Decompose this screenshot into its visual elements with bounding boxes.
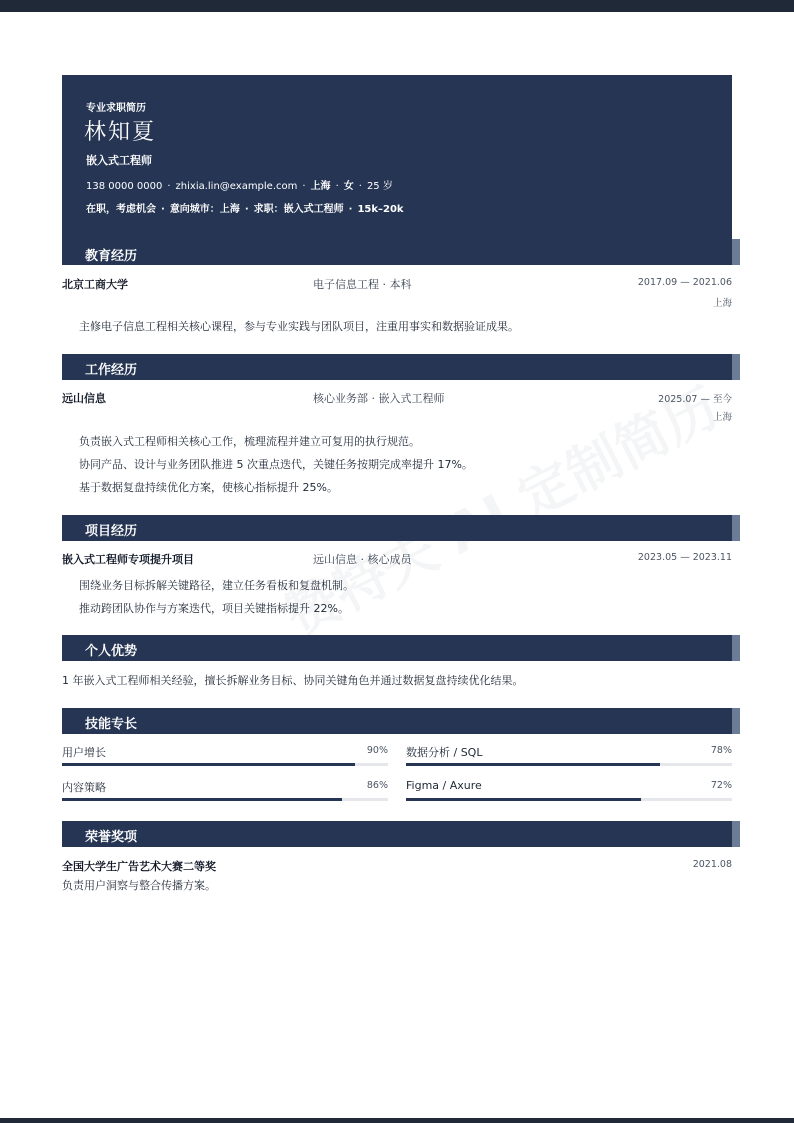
section-title: 项目经历 xyxy=(85,524,138,539)
skill-item xyxy=(62,779,388,809)
honor-desc: 负责用户洞察与整合传播方案。 xyxy=(62,879,216,892)
major: 电子信息工程 · 本科 xyxy=(313,278,412,291)
honor-entry xyxy=(62,858,732,874)
work-bullet: 协同产品、设计与业务团队推进 5 次重点迭代，关键任务按期完成率提升 17%。 xyxy=(79,458,473,471)
skill-percent: 78% xyxy=(710,745,732,756)
company-name: 远山信息 xyxy=(62,392,106,405)
project-bullet: 围绕业务目标拆解关键路径，建立任务看板和复盘机制。 xyxy=(79,579,354,592)
skill-fill xyxy=(406,798,641,801)
skill-name: 内容策略 xyxy=(62,781,106,794)
section-title: 个人优势 xyxy=(85,644,138,659)
watermark xyxy=(206,333,793,683)
work-bullet: 基于数据复盘持续优化方案，使核心指标提升 25%。 xyxy=(79,481,338,494)
work-entry xyxy=(62,390,732,423)
skill-name: 数据分析 / SQL xyxy=(406,746,483,759)
work-position: 核心业务部 · 嵌入式工程师 xyxy=(313,392,445,405)
section-accent xyxy=(732,635,740,661)
skill-name: 用户增长 xyxy=(62,746,106,759)
city: 上海 xyxy=(310,181,331,192)
skill-name: Figma / Axure xyxy=(406,779,482,792)
section-title: 荣誉奖项 xyxy=(85,830,138,845)
section-accent xyxy=(732,239,740,265)
top-border xyxy=(0,0,794,12)
education-date: 2017.09 — 2021.06 xyxy=(637,277,732,288)
project-bullet: 推动跨团队协作与方案迭代，项目关键指标提升 22%。 xyxy=(79,602,349,615)
skill-track xyxy=(62,763,388,766)
section-education-header xyxy=(62,239,732,265)
intent-line: 在职，考虑机会 · 意向城市：上海 · 求职：嵌入式工程师 · 15k–20k xyxy=(86,204,404,215)
project-role: 远山信息 · 核心成员 xyxy=(313,553,412,566)
section-title: 工作经历 xyxy=(85,363,138,378)
honor-date: 2021.08 xyxy=(692,859,732,870)
section-projects-header xyxy=(62,515,732,541)
work-location: 上海 xyxy=(712,412,732,423)
intent-city: 意向城市：上海 xyxy=(169,204,240,215)
section-accent xyxy=(732,821,740,847)
school-name: 北京工商大学 xyxy=(62,278,128,291)
skill-item xyxy=(62,744,388,774)
skill-track xyxy=(406,798,732,801)
advantage-text: 1 年嵌入式工程师相关经验，擅长拆解业务目标、协同关键角色并通过数据复盘持续优化结果。 xyxy=(62,674,524,687)
bottom-border xyxy=(0,1118,794,1123)
candidate-name: 林知夏 xyxy=(84,120,157,145)
education-entry xyxy=(62,276,732,309)
skill-fill xyxy=(62,798,342,801)
section-accent xyxy=(732,708,740,734)
contact-line: 138 0000 0000 · zhixia.lin@example.com · 上海 · 女 · 25 岁 xyxy=(86,181,393,192)
work-date: 2025.07 — 至今 xyxy=(658,394,732,405)
skill-percent: 72% xyxy=(710,780,732,791)
phone: 138 0000 0000 xyxy=(86,181,163,192)
email: zhixia.lin@example.com xyxy=(175,181,298,192)
section-advantages-header xyxy=(62,635,732,661)
skill-item xyxy=(406,779,732,809)
skill-fill xyxy=(406,763,660,766)
project-date: 2023.05 — 2023.11 xyxy=(637,552,732,563)
skill-percent: 86% xyxy=(366,780,388,791)
work-bullet: 负责嵌入式工程师相关核心工作，梳理流程并建立可复用的执行规范。 xyxy=(79,435,420,448)
education-location: 上海 xyxy=(712,298,732,309)
salary: 15k–20k xyxy=(357,204,404,215)
candidate-role: 嵌入式工程师 xyxy=(86,154,152,167)
education-desc: 主修电子信息工程相关核心课程，参与专业实践与团队项目，注重用事实和数据验证成果。 xyxy=(79,320,519,333)
section-skills-header xyxy=(62,708,732,734)
resume-header xyxy=(62,75,732,265)
intent-job: 求职：嵌入式工程师 xyxy=(253,204,344,215)
age: 25 岁 xyxy=(366,181,393,192)
project-name: 嵌入式工程师专项提升项目 xyxy=(62,553,194,566)
section-title: 技能专长 xyxy=(85,717,138,732)
skill-percent: 90% xyxy=(366,745,388,756)
gender: 女 xyxy=(343,181,354,192)
skill-track xyxy=(406,763,732,766)
skill-track xyxy=(62,798,388,801)
section-title: 教育经历 xyxy=(85,249,138,264)
project-entry xyxy=(62,551,732,567)
honor-title: 全国大学生广告艺术大赛二等奖 xyxy=(62,860,216,873)
section-accent xyxy=(732,354,740,380)
section-accent xyxy=(732,515,740,541)
section-work-header xyxy=(62,354,732,380)
skill-item xyxy=(406,744,732,774)
skill-fill xyxy=(62,763,355,766)
job-status: 在职，考虑机会 xyxy=(86,204,156,215)
section-honors-header xyxy=(62,821,732,847)
header-tag: 专业求职简历 xyxy=(86,103,146,114)
